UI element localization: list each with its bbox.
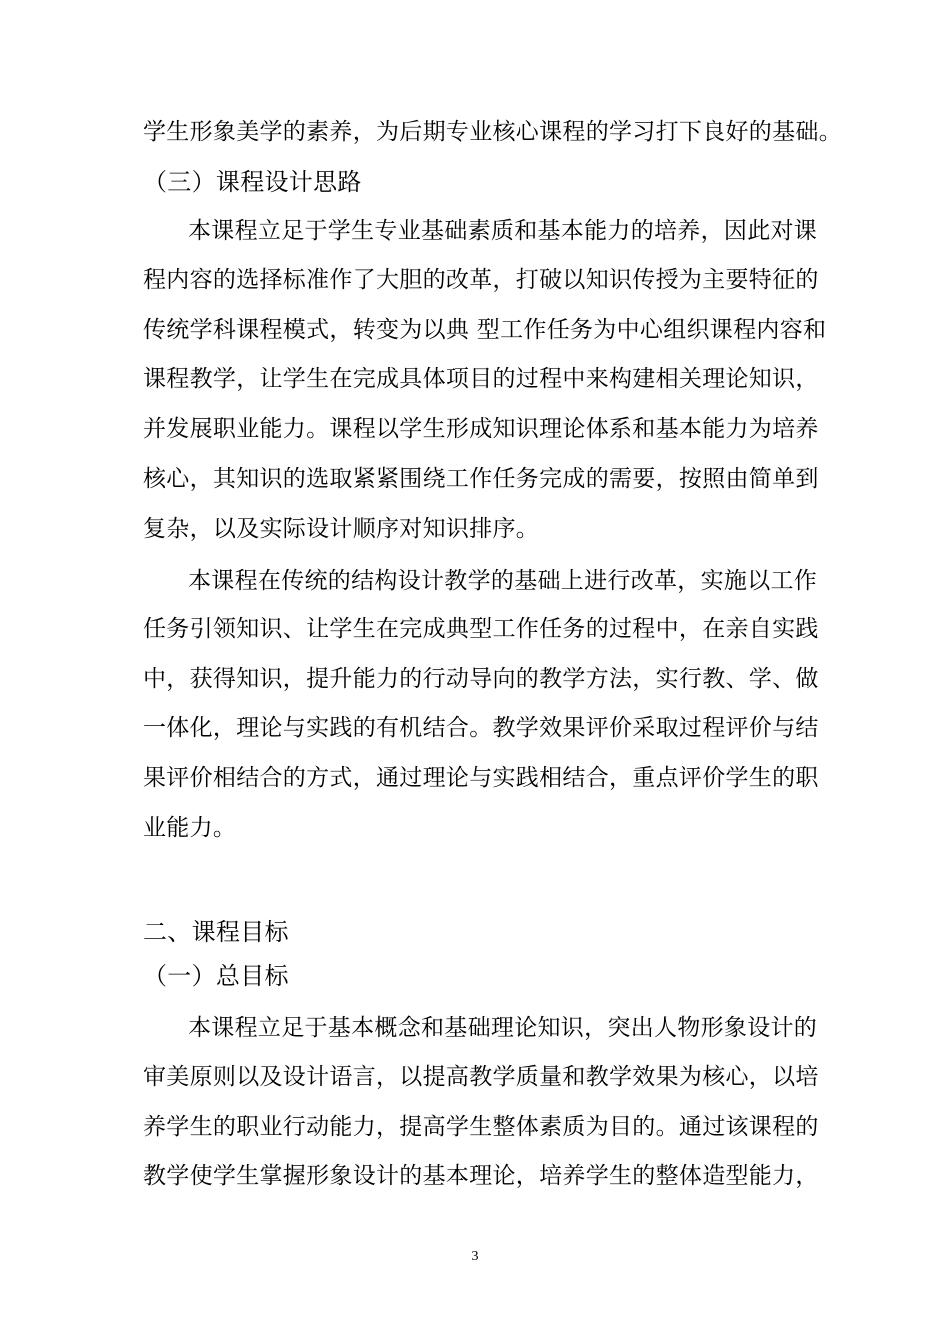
paragraph-line: 果评价相结合的方式，通过理论与实践相结合，重点评价学生的职 xyxy=(143,765,819,791)
paragraph-line: 中，获得知识，提升能力的行动导向的教学方法，实行教、学、做 xyxy=(143,666,819,692)
section-heading: （一）总目标 xyxy=(143,962,289,990)
page-number: 3 xyxy=(471,1249,479,1264)
section-heading: （三）课程设计思路 xyxy=(143,168,362,196)
paragraph-line: 一体化，理论与实践的有机结合。教学效果评价采取过程评价与结 xyxy=(143,715,819,741)
paragraph-line: 本课程立足于学生专业基础素质和基本能力的培养，因此对课 xyxy=(188,218,818,244)
chapter-heading: 二、课程目标 xyxy=(143,918,289,946)
paragraph-line: 业能力。 xyxy=(143,815,237,841)
paragraph-line: 任务引领知识、让学生在完成典型工作任务的过程中，在亲自实践 xyxy=(143,616,819,642)
paragraph-line: 并发展职业能力。课程以学生形成知识理论体系和基本能力为培养 xyxy=(143,416,819,442)
paragraph-line: 核心，其知识的选取紧紧围绕工作任务完成的需要，按照由简单到 xyxy=(143,466,819,492)
paragraph-line: 养学生的职业行动能力，提高学生整体素质为目的。通过该课程的 xyxy=(143,1114,819,1140)
paragraph-line: 程内容的选择标准作了大胆的改革，打破以知识传授为主要特征的 xyxy=(143,267,819,293)
paragraph-line: 教学使学生掌握形象设计的基本理论，培养学生的整体造型能力， xyxy=(143,1163,819,1189)
paragraph-line: 课程教学，让学生在完成具体项目的过程中来构建相关理论知识， xyxy=(143,366,819,392)
paragraph-line: 学生形象美学的素养，为后期专业核心课程的学习打下良好的基础。 xyxy=(143,119,842,145)
paragraph-line: 本课程立足于基本概念和基础理论知识，突出人物形象设计的 xyxy=(188,1015,818,1041)
paragraph-line: 复杂，以及实际设计顺序对知识排序。 xyxy=(143,516,540,542)
paragraph-line: 传统学科课程模式，转变为以典 型工作任务为中心组织课程内容和 xyxy=(143,317,827,343)
paragraph-line: 本课程在传统的结构设计教学的基础上进行改革，实施以工作 xyxy=(188,568,818,594)
paragraph-line: 审美原则以及设计语言，以提高教学质量和教学效果为核心，以培 xyxy=(143,1064,819,1090)
